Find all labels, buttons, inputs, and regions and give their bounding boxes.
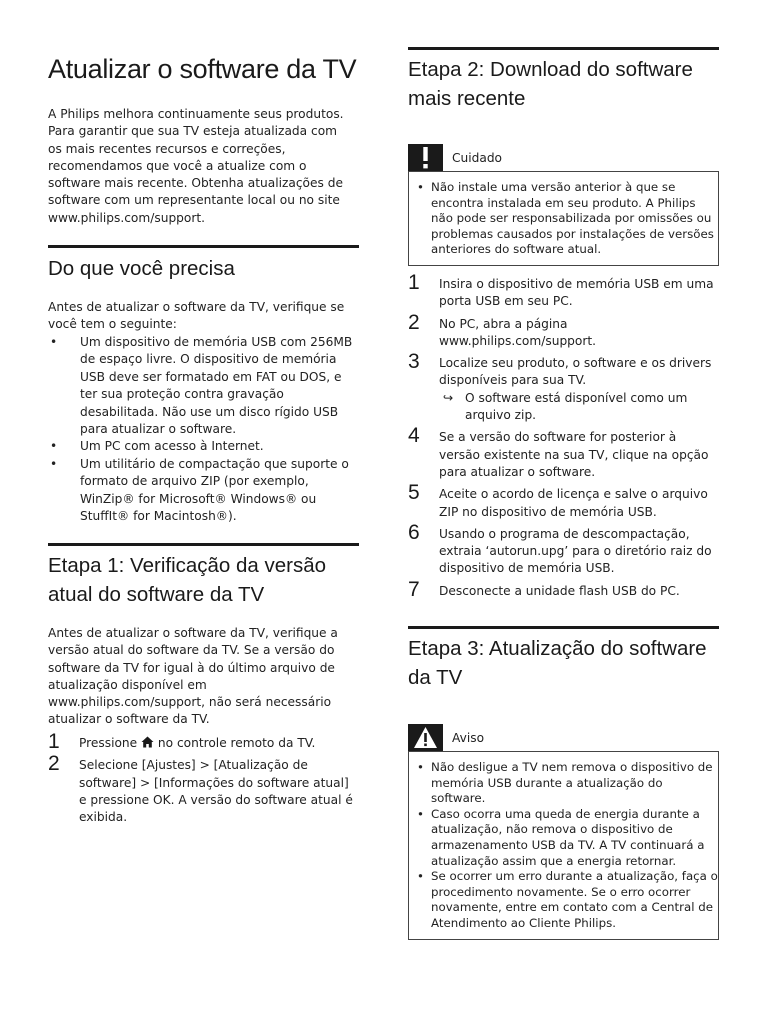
exclamation-icon (408, 144, 443, 171)
list-item: 2 No PC, abra a página www.philips.com/support. (408, 310, 597, 348)
list-item: • Não instale uma versão anterior à que se encontra instalada em seu produto. A Philips não pode ser responsabilizada por omissões ou problemas causados por instalações de versões anteriores do software atual. (417, 180, 714, 257)
list-item: 5 Aceite o acordo de licença e salve o arquivo ZIP no dispositivo de memória USB. (408, 481, 708, 519)
list-item: 1 Pressione no controle remoto da TV. (48, 730, 316, 753)
step2-heading: Etapa 2: Download do software mais recente (408, 58, 693, 110)
section-rule (408, 626, 719, 629)
list-item: 1 Insira o dispositivo de memória USB em uma porta USB em seu PC. (408, 271, 714, 309)
step1-heading: Etapa 1: Verificação da versão atual do software da TV (48, 554, 327, 606)
step1-list (48, 730, 359, 826)
need-heading: Do que você precisa (48, 257, 235, 280)
result-note: ↪ O software está disponível como um arquivo zip. (443, 390, 688, 423)
warning-header (408, 724, 719, 751)
section-rule (48, 543, 359, 546)
list-item: 6 Usando o programa de descompactação, extraia ‘autorun.upg’ para o diretório raiz do dispositivo de memória USB. (408, 520, 712, 576)
step2-list (408, 271, 719, 601)
caution-box (408, 171, 719, 266)
list-item: • Não desligue a TV nem remova o dispositivo de memória USB durante a atualização do software. (417, 760, 713, 806)
list-item: 3 Localize seu produto, o software e os drivers disponíveis para sua TV. ↪ O software está disponível como um arquivo zip. (408, 355, 719, 424)
list-item: • Caso ocorra uma queda de energia durante a atualização, não remova o dispositivo de armazenamento USB da TV. A TV continuará a atualização assim que a energia retornar. (417, 806, 705, 868)
warning-triangle-icon (408, 724, 443, 751)
step1-lead: Antes de atualizar o software da TV, verifique a versão atual do software da TV. Se a versão do software da TV for igual à do último arquivo de atualização disponível em www.philips.com/support, não será necessário atualizar o software da TV. (48, 626, 338, 727)
list-item: • Um dispositivo de memória USB com 256MB de espaço livre. O dispositivo de memória USB deve ser formatado em FAT ou DOS, e ter sua proteção contra gravação desabilitada. Não use um disco rígido USB para atualizar o software. (50, 335, 353, 437)
list-item: 7 Desconecte a unidade flash USB do PC. (408, 577, 680, 601)
page-title: Atualizar o software da TV (48, 54, 357, 84)
section-rule (48, 245, 359, 248)
home-icon (141, 736, 154, 748)
list-item: 4 Se a versão do software for posterior à versão existente na sua TV, clique na opção para atualizar o software. (408, 424, 709, 479)
step3-heading: Etapa 3: Atualização do software da TV (408, 637, 707, 689)
caution-label: Cuidado (452, 151, 503, 165)
caution-header (408, 144, 719, 171)
intro-paragraph: A Philips melhora continuamente seus produtos. Para garantir que sua TV esteja atualizada com os mais recentes recursos e correções, recomendamos que você a atualize com o software mais recente. Obtenha atualizações de software com um representante local ou no site www.philips.com/support. (48, 107, 344, 225)
result-arrow-icon: ↪ (443, 390, 454, 405)
list-item: • Um PC com acesso à Internet. (50, 439, 264, 454)
need-list (48, 334, 359, 525)
warning-label: Aviso (452, 731, 485, 745)
list-item: • Se ocorrer um erro durante a atualização, faça o procedimento novamente. Se o erro ocorrer novamente, entre em contato com a Central de Atendimento ao Cliente Philips. (417, 869, 718, 930)
need-lead: Antes de atualizar o software da TV, verifique se você tem o seguinte: (48, 300, 345, 332)
section-rule (408, 47, 719, 50)
list-item: • Um utilitário de compactação que suporte o formato de arquivo ZIP (por exemplo, WinZip® for Microsoft® Windows® ou StuffIt® for Macintosh®). (50, 456, 349, 524)
warning-box (408, 751, 719, 940)
list-item: 2 Selecione [Ajustes] > [Atualização de software] > [Informações do software atual] e pressione OK. A versão do software atual é exibida. (48, 752, 353, 825)
